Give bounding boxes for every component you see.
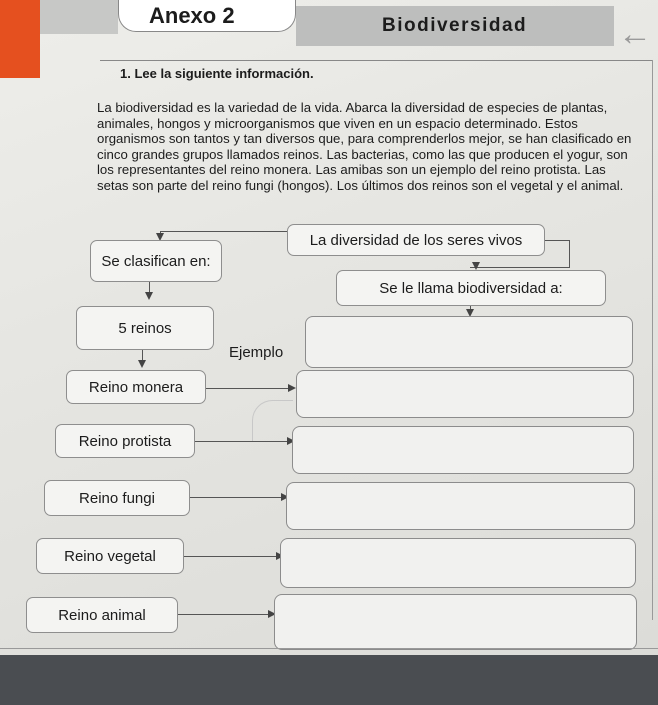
kingdom-fungi: Reino fungi (44, 480, 190, 516)
connector-line (569, 240, 570, 268)
kingdom-vegetal: Reino vegetal (36, 538, 184, 574)
connector-line (545, 240, 570, 241)
answer-box-protista[interactable] (292, 426, 634, 474)
arrow-down-icon (138, 360, 146, 368)
header-band (40, 0, 118, 34)
answer-box-fungi[interactable] (286, 482, 635, 530)
connector-line (160, 231, 287, 232)
arrow-down-icon (472, 262, 480, 270)
kingdom-monera: Reino monera (66, 370, 206, 404)
answer-box-monera[interactable] (296, 370, 634, 418)
called-box: Se le llama biodiversidad a: (336, 270, 606, 306)
answer-box-animal[interactable] (274, 594, 637, 650)
frame-right-rule (652, 60, 653, 620)
connector-line (178, 614, 272, 615)
kingdom-protista: Reino protista (55, 424, 195, 458)
connector-line (195, 441, 291, 442)
page-bottom-rule (0, 648, 658, 649)
annex-title: Anexo 2 (118, 0, 296, 32)
diversity-box: La diversidad de los seres vivos (287, 224, 545, 256)
connector-line (206, 388, 292, 389)
connector-line (190, 497, 286, 498)
instruction-heading: 1. Lee la siguiente información. (120, 66, 314, 81)
kingdom-animal: Reino animal (26, 597, 178, 633)
answer-box-definition[interactable] (305, 316, 633, 368)
arrow-left-icon: ← (618, 15, 652, 53)
arrow-down-icon (145, 292, 153, 300)
five-kingdoms-box: 5 reinos (76, 306, 214, 350)
answer-box-vegetal[interactable] (280, 538, 636, 588)
example-label: Ejemplo (229, 344, 284, 361)
subject-title: Biodiversidad (296, 6, 614, 46)
orange-corner-decoration (0, 0, 40, 78)
classified-box: Se clasifican en: (90, 240, 222, 282)
faint-mark (252, 400, 293, 441)
connector-line (470, 267, 570, 268)
info-paragraph: La biodiversidad es la variedad de la vida. Abarca la diversidad de especies de plantas, animales, hongos y microorganismos que viven en un espacio determinado. Estos organismos son tantos y tan diversos que, para comprenderlos mejor, se han clasificado en cinco grandes grupos llamados reinos. Las bacterias, como las que producen el yogur, son los representantes del reino monera. Las amibas son un ejemplo del reino protista. Las setas son parte del reino fungi (hongos). Los últimos dos reinos son el vegetal y el animal. (97, 100, 632, 193)
arrow-right-icon (288, 384, 296, 392)
connector-line (184, 556, 280, 557)
